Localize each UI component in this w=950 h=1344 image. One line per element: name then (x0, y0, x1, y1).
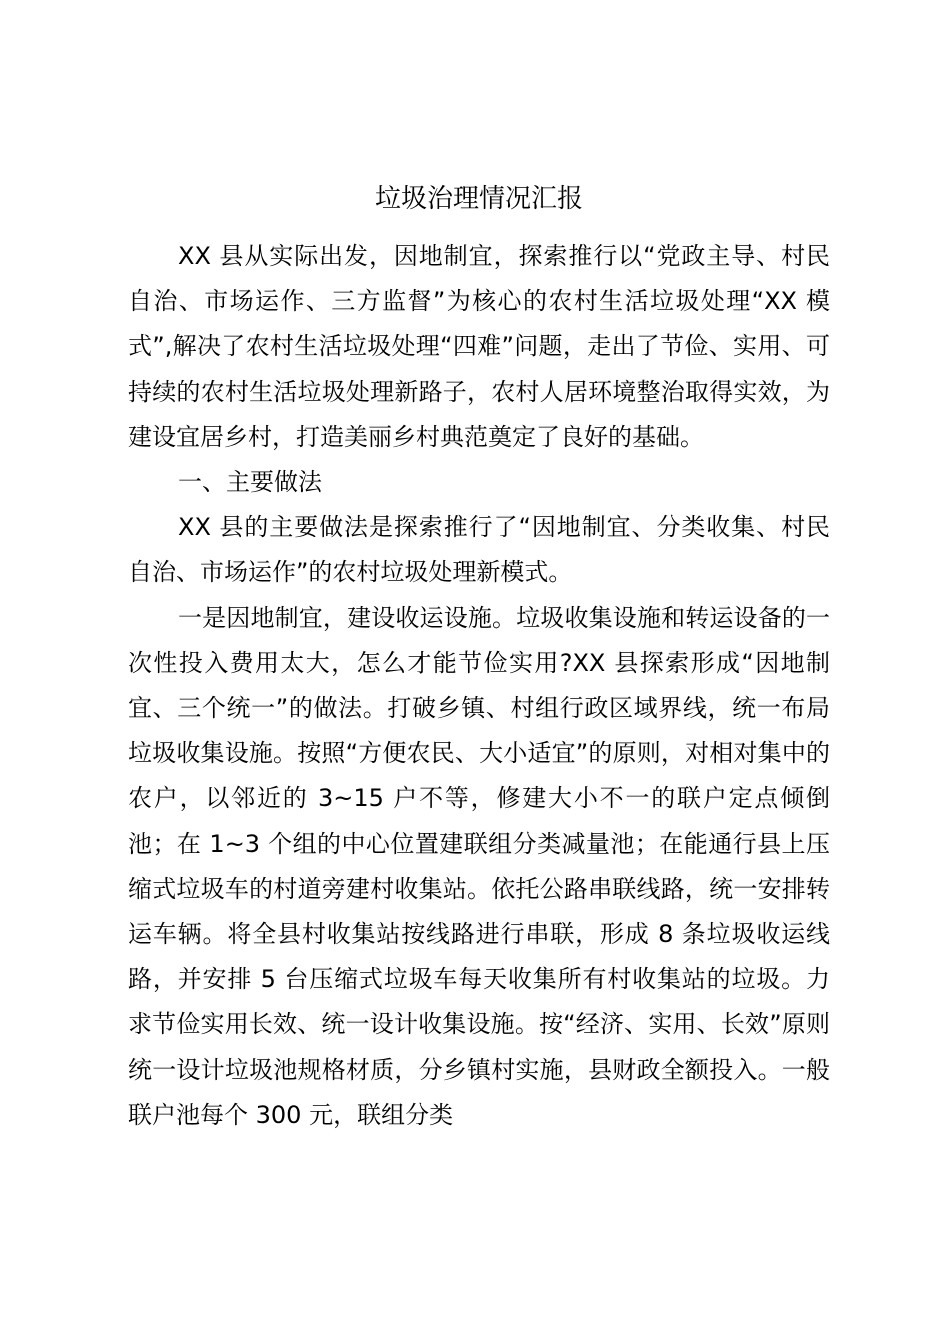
body-paragraph: XX 县的主要做法是探索推行了“因地制宜、分类收集、村民自治、市场运作”的农村垃圾处理新模式。 (128, 513, 830, 587)
section-heading: 一、主要做法 (178, 468, 322, 497)
body-paragraph: 一是因地制宜，建设收运设施。垃圾收集设施和转运设备的一次性投入费用太大，怎么才能节俭实用?XX 县探索形成“因地制宜、三个统一”的做法。打破乡镇、村组行政区域界线，统一布局垃圾收集设施。按照“方便农民、大小适宜”的原则，对相对集中的农户，以邻近的 3~15 户不等，修建大小不一的联户定点倾倒池；在 1~3 个组的中心位置建联组分类减量池；在能通行县上压缩式垃圾车的村道旁建村收集站。依托公路串联线路，统一安排转运车辆。将全县村收集站按线路进行串联，形成 8 条垃圾收运线路，并安排 5 台压缩式垃圾车每天收集所有村收集站的垃圾。力求节俭实用长效、统一设计收集设施。按“经济、实用、长效”原则统一设计垃圾池规格材质，分乡镇村实施，县财政全额投入。一般联户池每个 300 元，联组分类 (128, 603, 830, 1129)
intro-paragraph: XX 县从实际出发，因地制宜，探索推行以“党政主导、村民自治、市场运作、三方监督”为核心的农村生活垃圾处理“XX 模式”,解决了农村生活垃圾处理“四难”问题，走出了节俭、实用、可持续的农村生活垃圾处理新路子，农村人居环境整治取得实效，为建设宜居乡村，打造美丽乡村典范奠定了良好的基础。 (128, 242, 830, 451)
document-page (128, 176, 830, 1138)
document-title: 垃圾治理情况汇报 (374, 184, 583, 214)
